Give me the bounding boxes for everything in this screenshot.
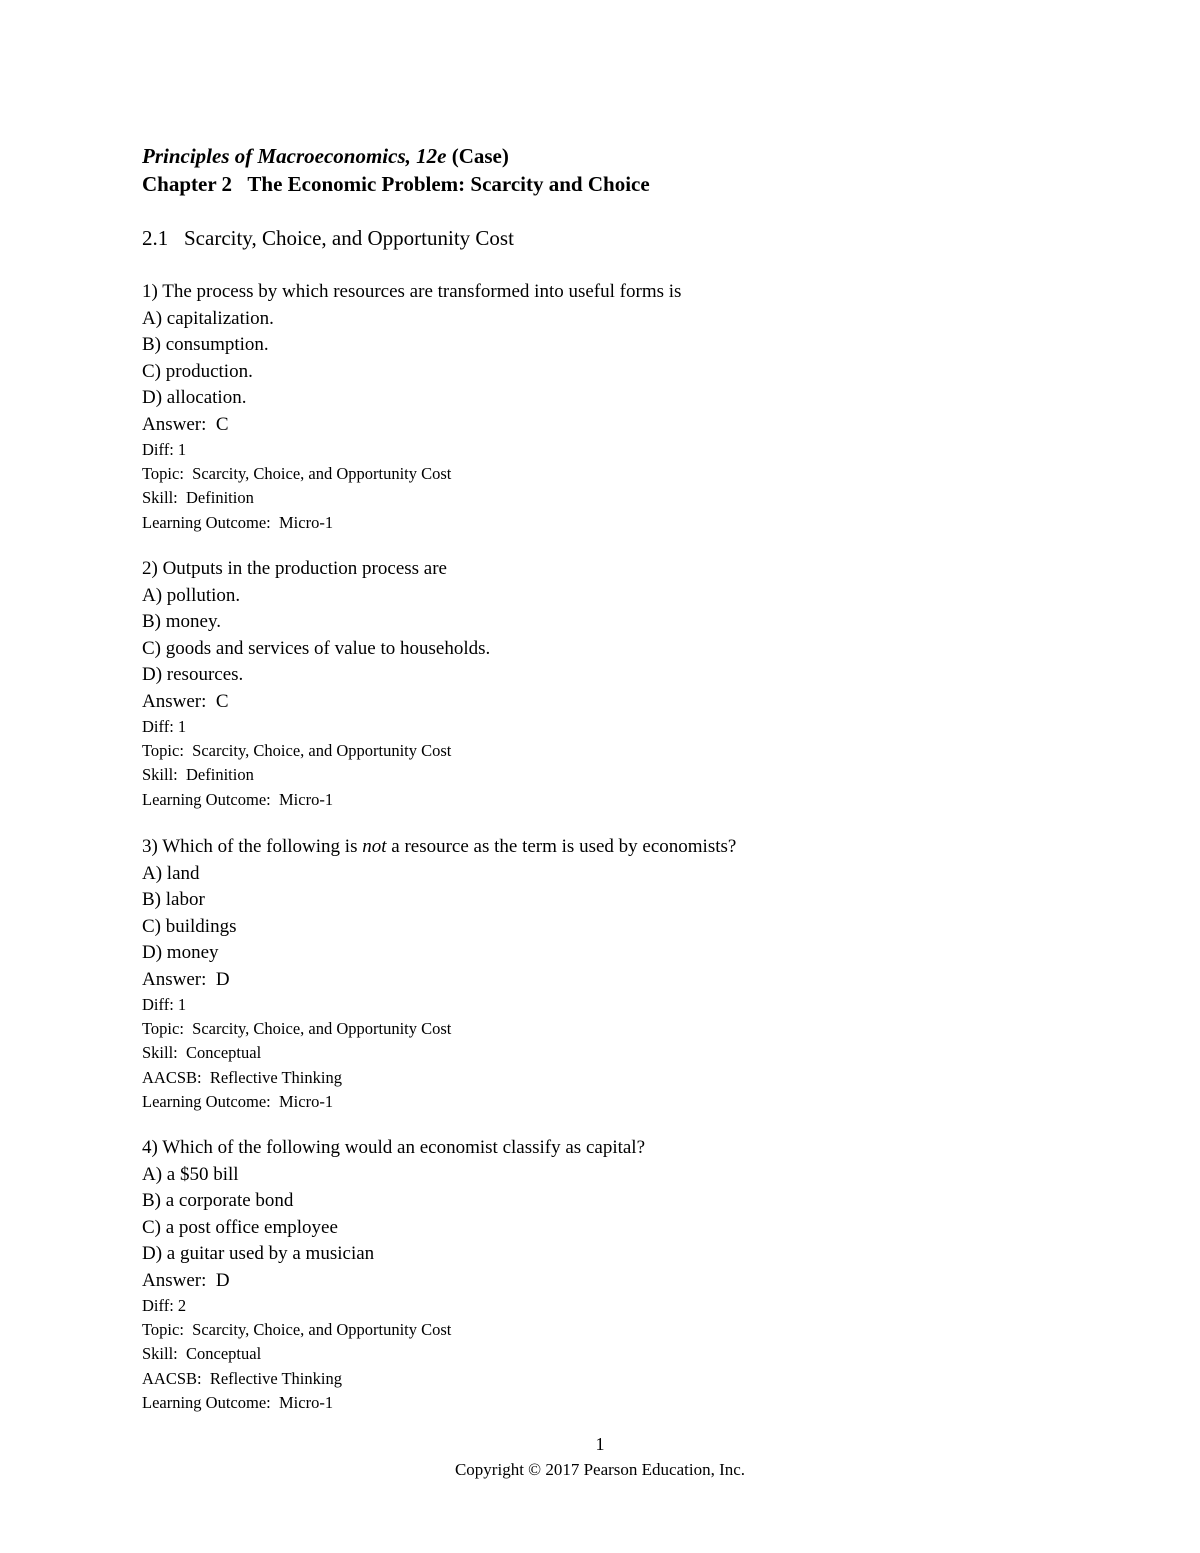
option-b: B) money. bbox=[142, 611, 221, 632]
option-c: C) a post office employee bbox=[142, 1216, 338, 1238]
book-title-edition-note: (Case) bbox=[446, 144, 509, 168]
option-a: A) a $50 bill bbox=[142, 1163, 239, 1185]
topic: Topic: Scarcity, Choice, and Opportunity Cost bbox=[142, 1019, 452, 1039]
learning-outcome: Learning Outcome: Micro-1 bbox=[142, 512, 334, 532]
skill: Skill: Conceptual bbox=[142, 1344, 262, 1364]
question-stem-end: a resource as the term is used by economists? bbox=[386, 836, 737, 857]
learning-outcome: Learning Outcome: Micro-1 bbox=[142, 789, 334, 809]
option-b: B) labor bbox=[142, 889, 205, 910]
difficulty: Diff: 2 bbox=[142, 1296, 187, 1315]
question-4 bbox=[142, 1135, 1042, 1415]
question-2 bbox=[142, 556, 1042, 812]
difficulty: Diff: 1 bbox=[142, 995, 187, 1014]
difficulty: Diff: 1 bbox=[142, 717, 187, 736]
learning-outcome: Learning Outcome: Micro-1 bbox=[142, 1392, 334, 1412]
answer: Answer: D bbox=[142, 1269, 230, 1291]
chapter-title: Chapter 2 The Economic Problem: Scarcity and Choice bbox=[142, 172, 650, 196]
book-title bbox=[142, 142, 509, 170]
option-b: B) consumption. bbox=[142, 334, 269, 355]
topic: Topic: Scarcity, Choice, and Opportunity Cost bbox=[142, 741, 452, 761]
option-b: B) a corporate bond bbox=[142, 1190, 294, 1211]
option-a: A) capitalization. bbox=[142, 307, 274, 329]
difficulty: Diff: 1 bbox=[142, 440, 187, 459]
skill: Skill: Definition bbox=[142, 488, 254, 508]
option-d: D) a guitar used by a musician bbox=[142, 1243, 375, 1264]
question-stem-emphasis: not bbox=[362, 836, 387, 857]
answer: Answer: C bbox=[142, 413, 229, 435]
question-stem-start: 3) Which of the following is bbox=[142, 836, 363, 857]
option-d: D) allocation. bbox=[142, 387, 247, 408]
answer: Answer: C bbox=[142, 690, 229, 712]
skill: Skill: Definition bbox=[142, 765, 254, 785]
question-stem: 2) Outputs in the production process are bbox=[142, 558, 447, 579]
option-c: C) buildings bbox=[142, 915, 237, 937]
question-1 bbox=[142, 279, 1042, 535]
answer: Answer: D bbox=[142, 968, 230, 990]
option-a: A) land bbox=[142, 862, 200, 884]
option-c: C) production. bbox=[142, 360, 253, 382]
option-d: D) resources. bbox=[142, 664, 244, 685]
learning-outcome: Learning Outcome: Micro-1 bbox=[142, 1091, 334, 1111]
section-title: 2.1 Scarcity, Choice, and Opportunity Cost bbox=[142, 226, 514, 250]
copyright-notice: Copyright © 2017 Pearson Education, Inc. bbox=[454, 1460, 746, 1479]
question-3 bbox=[142, 834, 1042, 1114]
question-stem bbox=[142, 834, 1042, 861]
page-number: 1 bbox=[595, 1434, 605, 1454]
book-title-italic: Principles of Macroeconomics, 12e bbox=[142, 144, 447, 168]
skill: Skill: Conceptual bbox=[142, 1043, 262, 1063]
option-a: A) pollution. bbox=[142, 584, 241, 606]
topic: Topic: Scarcity, Choice, and Opportunity Cost bbox=[142, 1320, 452, 1340]
option-d: D) money bbox=[142, 942, 219, 963]
aacsb: AACSB: Reflective Thinking bbox=[142, 1368, 342, 1388]
question-stem: 1) The process by which resources are transformed into useful forms is bbox=[142, 281, 682, 302]
topic: Topic: Scarcity, Choice, and Opportunity Cost bbox=[142, 464, 452, 484]
question-stem: 4) Which of the following would an economist classify as capital? bbox=[142, 1137, 646, 1158]
option-c: C) goods and services of value to households. bbox=[142, 637, 491, 659]
aacsb: AACSB: Reflective Thinking bbox=[142, 1067, 342, 1087]
